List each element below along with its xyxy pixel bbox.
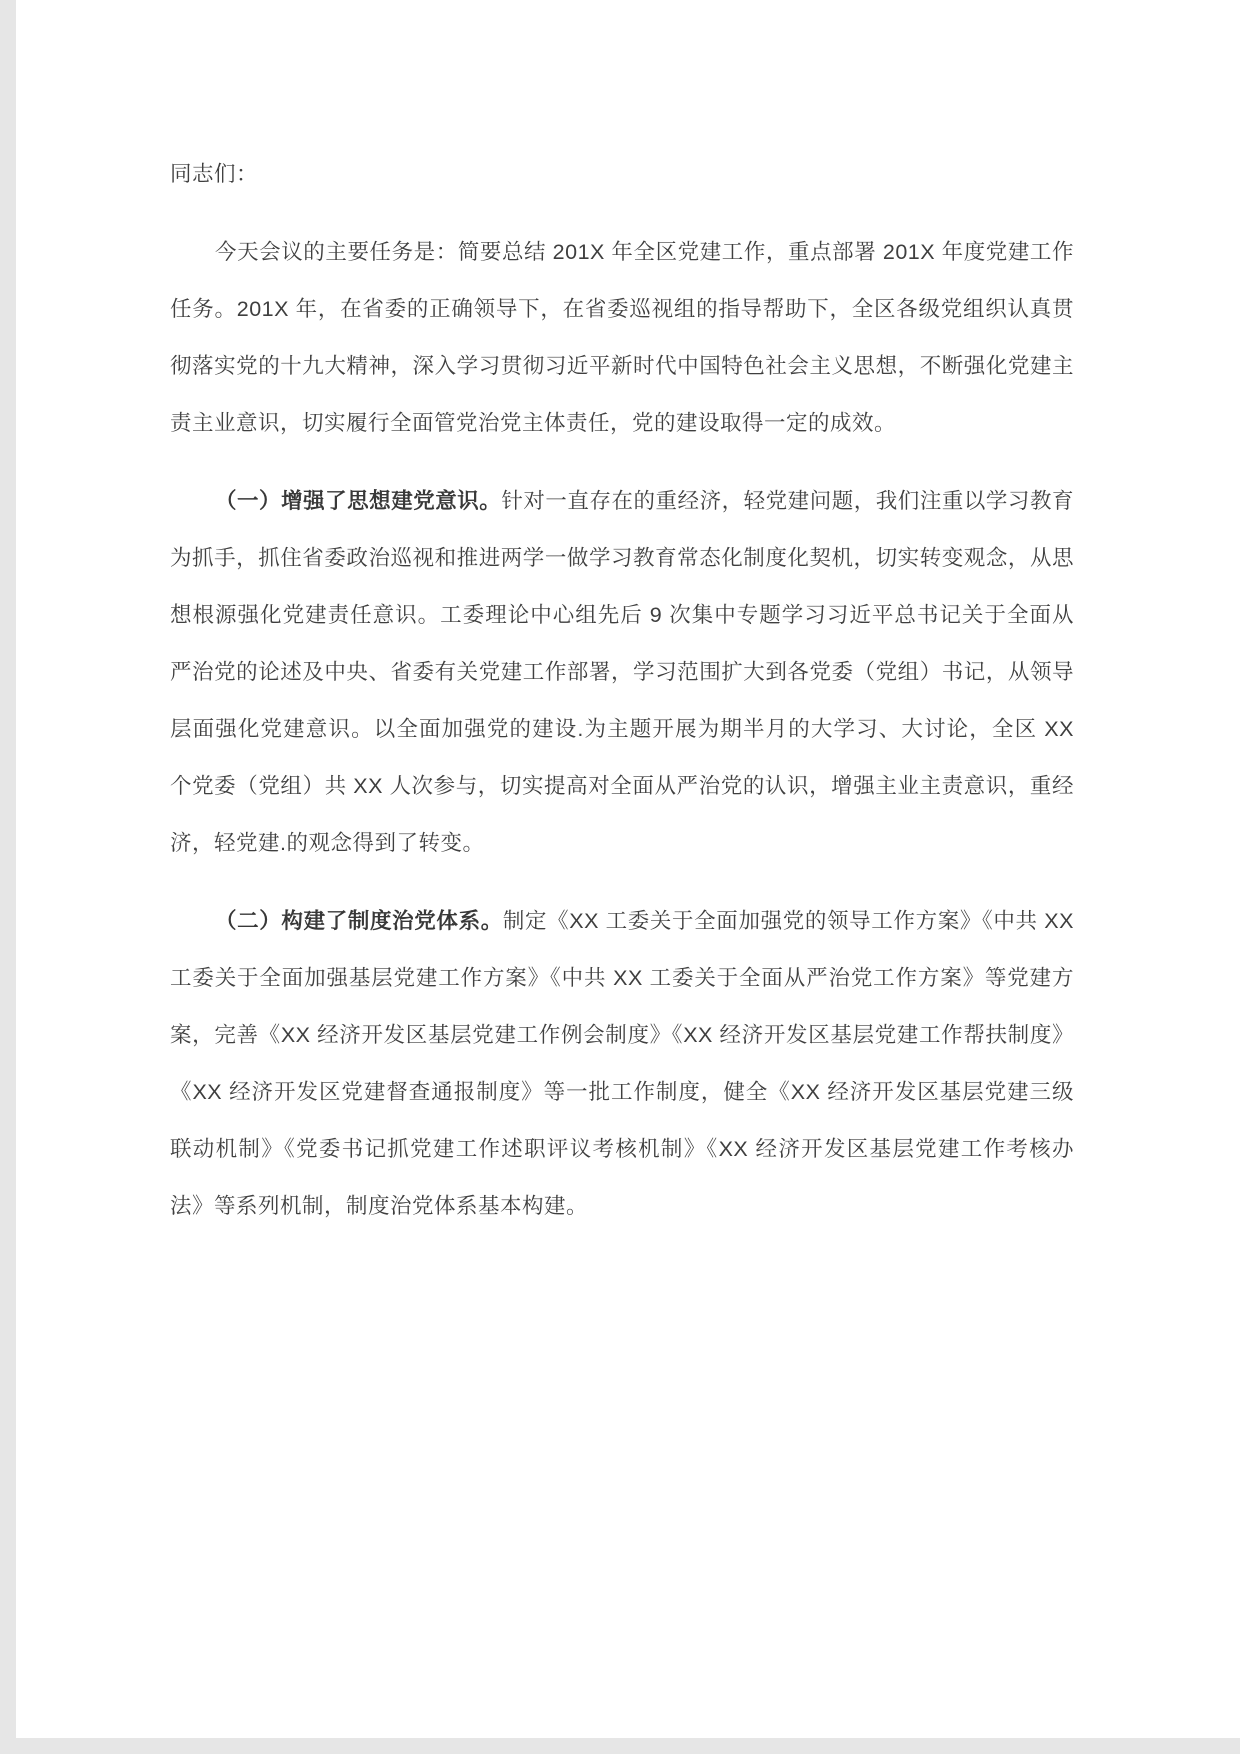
paragraph-text: 制定《XX 工委关于全面加强党的领导工作方案》《中共 XX 工委关于全面加强基层党建工作方案》《中共 XX 工委关于全面从严治党工作方案》等党建方案，完善《XX 经济开发区基层党建工作例会制度》《XX 经济开发区基层党建工作帮扶制度》《XX 经济开发区党建督查通报制度》等一批工作制度，健全《XX 经济开发区基层党建三级联动机制》《党委书记抓党建工作述职评议考核机制》《XX 经济开发区基层党建工作考核办法》等系列机制，制度治党体系基本构建。 [170,909,1074,1218]
paragraph-salutation [170,146,1074,203]
paragraph-lead: （二）构建了制度治党体系。 [215,909,503,933]
paragraph-section-2 [170,893,1074,1235]
paragraph-lead: （一）增强了思想建党意识。 [215,489,502,513]
paragraph-text: 同志们： [170,162,259,186]
paragraph-section-1 [170,473,1074,872]
paragraph-text: 针对一直存在的重经济，轻党建问题，我们注重以学习教育为抓手，抓住省委政治巡视和推进两学一做学习教育常态化制度化契机，切实转变观念，从思想根源强化党建责任意识。工委理论中心组先后 9 次集中专题学习习近平总书记关于全面从严治党的论述及中央、省委有关党建工作部署，学习范围扩大到各党委（党组）书记，从领导层面强化党建意识。以全面加强党的建设.为主题开展为期半月的大学习、大讨论，全区 XX 个党委（党组）共 XX 人次参与，切实提高对全面从严治党的认识，增强主业主责意识，重经济，轻党建.的观念得到了转变。 [170,489,1074,855]
paragraph-intro [170,224,1074,452]
paragraph-text: 今天会议的主要任务是：简要总结 201X 年全区党建工作，重点部署 201X 年度党建工作任务。201X 年，在省委的正确领导下，在省委巡视组的指导帮助下，全区各级党组织认真贯彻落实党的十九大精神，深入学习贯彻习近平新时代中国特色社会主义思想，不断强化党建主责主业意识，切实履行全面管党治党主体责任，党的建设取得一定的成效。 [170,240,1074,435]
document-page [16,0,1240,1738]
